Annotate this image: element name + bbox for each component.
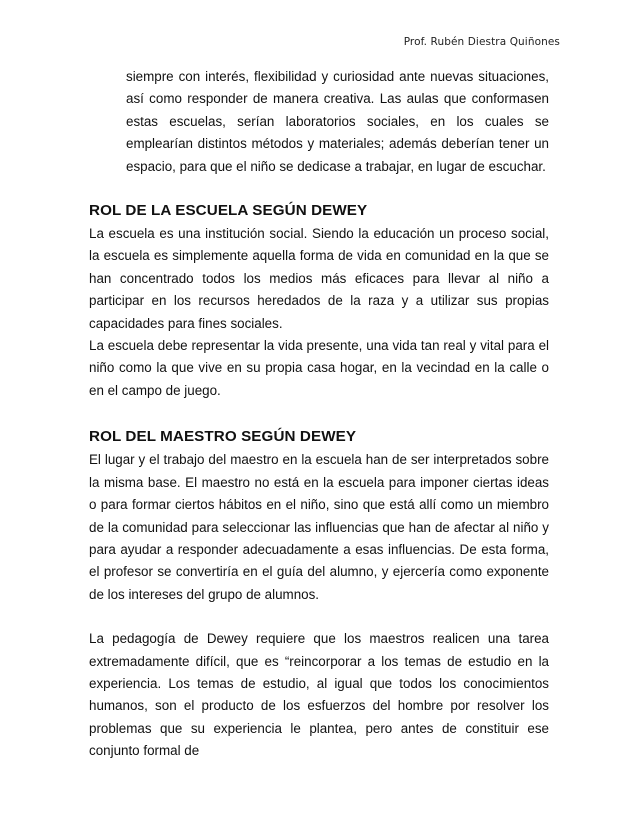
heading-school-role: ROL DE LA ESCUELA SEGÚN DEWEY	[89, 202, 368, 220]
intro-paragraph: siempre con interés, flexibilidad y curiosidad ante nuevas situaciones, así como responder de manera creativa. Las aulas que conformasen estas escuelas, serían laboratorios sociales, en los cuales se emplearían distintos métodos y materiales; además deberían tener un espacio, para que el niño se dedicase a trabajar, en lugar de escuchar.	[126, 69, 549, 174]
document-body	[89, 66, 549, 763]
school-paragraph-2: La escuela debe representar la vida presente, una vida tan real y vital para el niño como la que vive en su propia casa hogar, en la vecindad en la calle o en el campo de juego.	[89, 338, 549, 398]
page-header-author: Prof. Rubén Diestra Quiñones	[403, 36, 560, 48]
teacher-paragraph-1: El lugar y el trabajo del maestro en la escuela han de ser interpretados sobre la misma base. El maestro no está en la escuela para imponer ciertas ideas o para formar ciertos hábitos en el niño, sino que está allí como un miembro de la comunidad para seleccionar las influencias que han de afectar al niño y para ayudar a responder adecuadamente a esas influencias. De esta forma, el profesor se convertiría en el guía del alumno, y ejercería como exponente de los intereses del grupo de alumnos.	[89, 452, 549, 602]
teacher-paragraph-2: La pedagogía de Dewey requiere que los maestros realicen una tarea extremadamente difícil, que es “reincorporar a los temas de estudio en la experiencia. Los temas de estudio, al igual que todos los conocimientos humanos, son el producto de los esfuerzos del hombre por resolver los problemas que su experiencia le plantea, pero antes de constituir ese conjunto formal de	[89, 631, 549, 759]
heading-teacher-role: ROL DEL MAESTRO SEGÚN DEWEY	[89, 428, 357, 446]
school-paragraph-1: La escuela es una institución social. Siendo la educación un proceso social, la escuela es simplemente aquella forma de vida en comunidad en la que se han concentrado todos los medios más eficaces para llevar al niño a participar en los recursos heredados de la raza y a utilizar sus propias capacidades para fines sociales.	[89, 226, 549, 331]
paragraph-spacer	[89, 606, 549, 628]
